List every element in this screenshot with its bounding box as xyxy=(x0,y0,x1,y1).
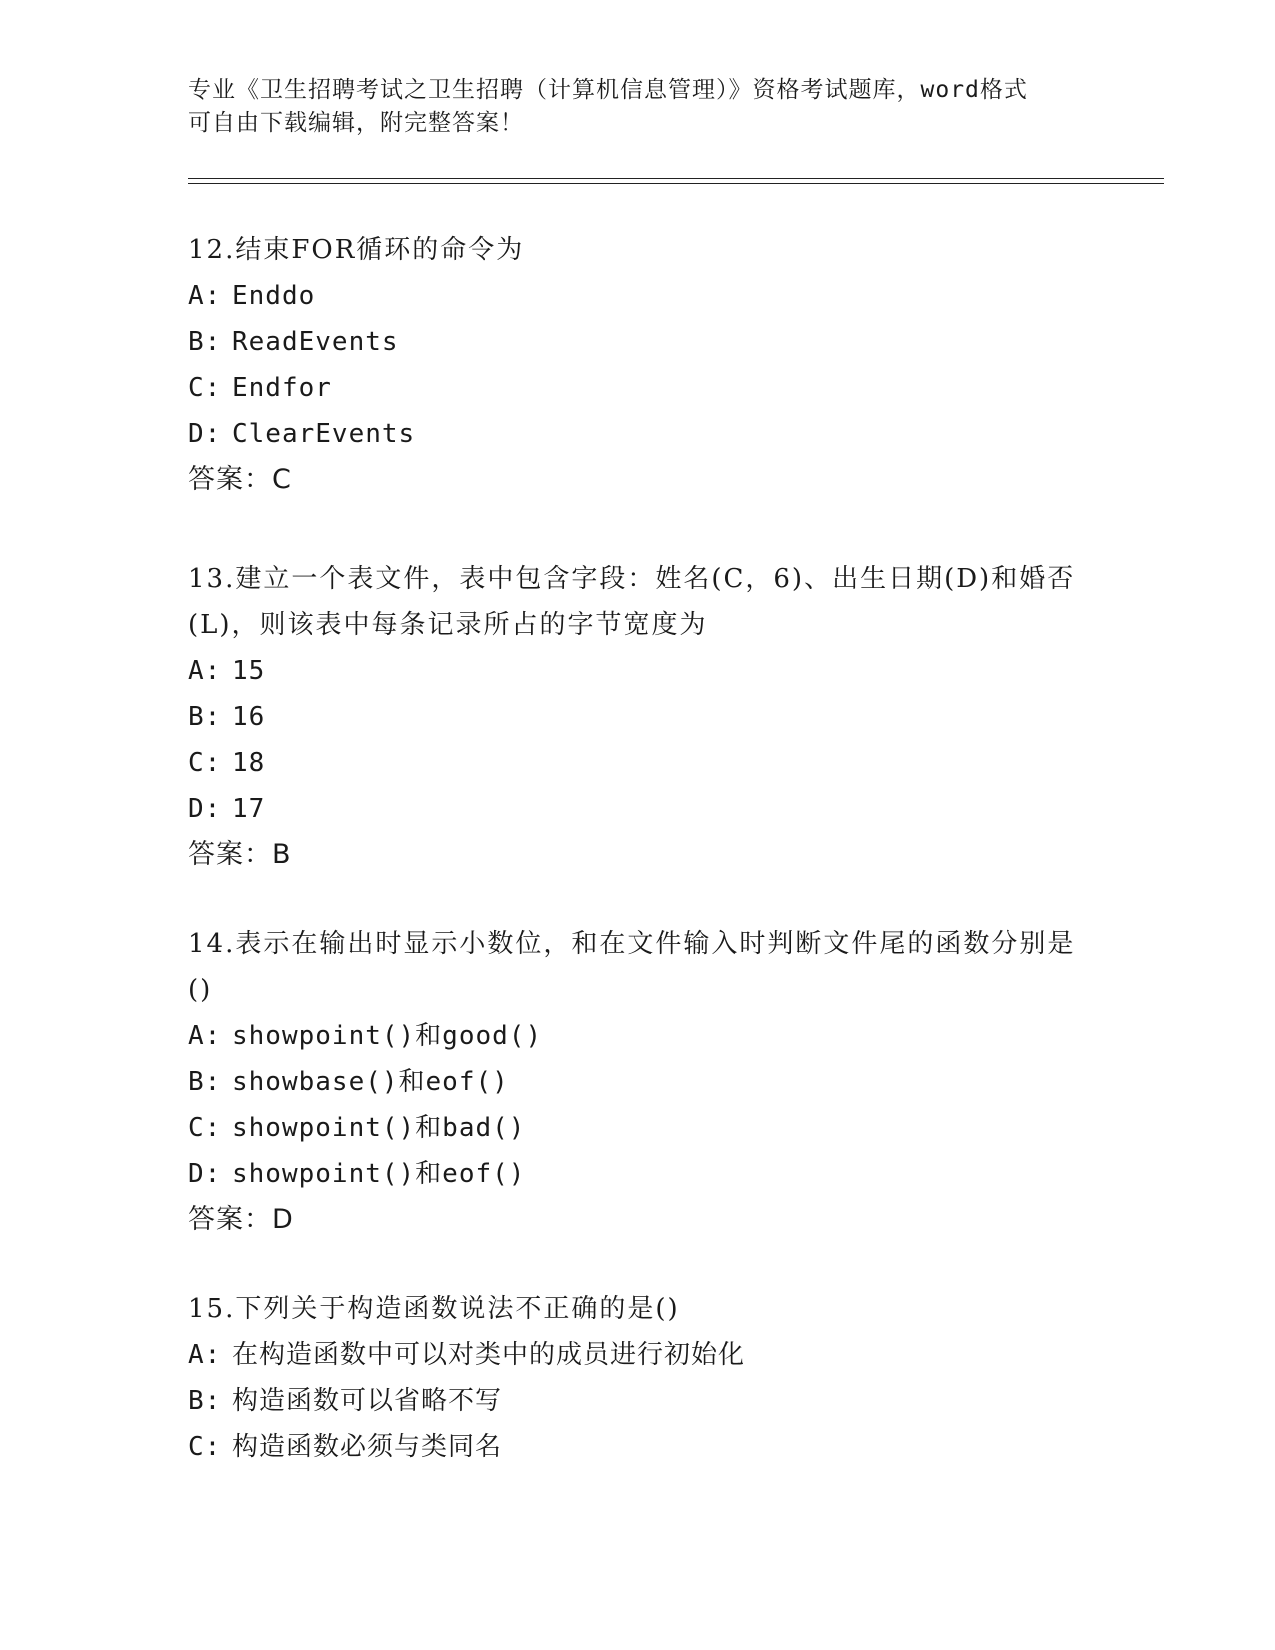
header-line-2: 可自由下载编辑，附完整答案！ xyxy=(188,110,524,136)
option-text: showpoint()和bad() xyxy=(232,1113,526,1143)
option-b xyxy=(188,1378,1088,1424)
option-letter: A: xyxy=(188,1021,222,1051)
option-text: 构造函数必须与类同名 xyxy=(232,1432,503,1462)
option-d xyxy=(188,1151,1088,1197)
question-14 xyxy=(188,921,1088,1243)
option-text: 17 xyxy=(232,794,266,824)
option-text: ReadEvents xyxy=(232,327,399,357)
option-c xyxy=(188,740,1088,786)
option-letter: B: xyxy=(188,1386,222,1416)
option-letter: C: xyxy=(188,748,222,778)
option-d xyxy=(188,786,1088,832)
option-text: showpoint()和eof() xyxy=(232,1159,526,1189)
option-text: 16 xyxy=(232,702,266,732)
option-b xyxy=(188,319,1088,365)
option-letter: A: xyxy=(188,1340,222,1370)
question-12 xyxy=(188,227,1088,503)
option-c xyxy=(188,365,1088,411)
document-header xyxy=(188,74,1088,140)
question-13 xyxy=(188,556,1088,878)
header-rule-top xyxy=(188,178,1164,179)
option-c xyxy=(188,1105,1088,1151)
option-letter: A: xyxy=(188,281,222,311)
header-line-1: 专业《卫生招聘考试之卫生招聘（计算机信息管理）》资格考试题库，word格式 xyxy=(188,77,1028,103)
option-a xyxy=(188,648,1088,694)
option-letter: C: xyxy=(188,1113,222,1143)
option-text: 在构造函数中可以对类中的成员进行初始化 xyxy=(232,1340,746,1370)
answer-line: 答案：D xyxy=(188,1204,294,1235)
option-a xyxy=(188,1013,1088,1059)
option-text: ClearEvents xyxy=(232,419,416,449)
option-a xyxy=(188,273,1088,319)
option-b xyxy=(188,694,1088,740)
header-rule-bottom xyxy=(188,183,1164,184)
question-stem: 12.结束FOR循环的命令为 xyxy=(188,235,525,265)
option-a xyxy=(188,1332,1088,1378)
answer-line: 答案：C xyxy=(188,464,292,495)
option-letter: D: xyxy=(188,419,222,449)
option-b xyxy=(188,1059,1088,1105)
option-letter: B: xyxy=(188,702,222,732)
option-d xyxy=(188,411,1088,457)
option-letter: B: xyxy=(188,1067,222,1097)
option-letter: D: xyxy=(188,794,222,824)
option-text: 15 xyxy=(232,656,266,686)
option-letter: A: xyxy=(188,656,222,686)
option-text: Endfor xyxy=(232,373,332,403)
option-text: Enddo xyxy=(232,281,316,311)
question-stem: 13.建立一个表文件，表中包含字段：姓名(C，6)、出生日期(D)和婚否(L)，则该表中每条记录所占的字节宽度为 xyxy=(188,564,1076,640)
question-15 xyxy=(188,1286,1088,1470)
question-stem: 15.下列关于构造函数说法不正确的是() xyxy=(188,1294,680,1324)
option-c xyxy=(188,1424,1088,1470)
answer-line: 答案：B xyxy=(188,839,292,870)
option-text: showbase()和eof() xyxy=(232,1067,509,1097)
option-letter: C: xyxy=(188,373,222,403)
option-letter: D: xyxy=(188,1159,222,1189)
question-stem: 14.表示在输出时显示小数位，和在文件输入时判断文件尾的函数分别是() xyxy=(188,929,1076,1005)
option-text: 18 xyxy=(232,748,266,778)
option-text: 构造函数可以省略不写 xyxy=(232,1386,503,1416)
option-text: showpoint()和good() xyxy=(232,1021,543,1051)
option-letter: C: xyxy=(188,1432,222,1462)
option-letter: B: xyxy=(188,327,222,357)
